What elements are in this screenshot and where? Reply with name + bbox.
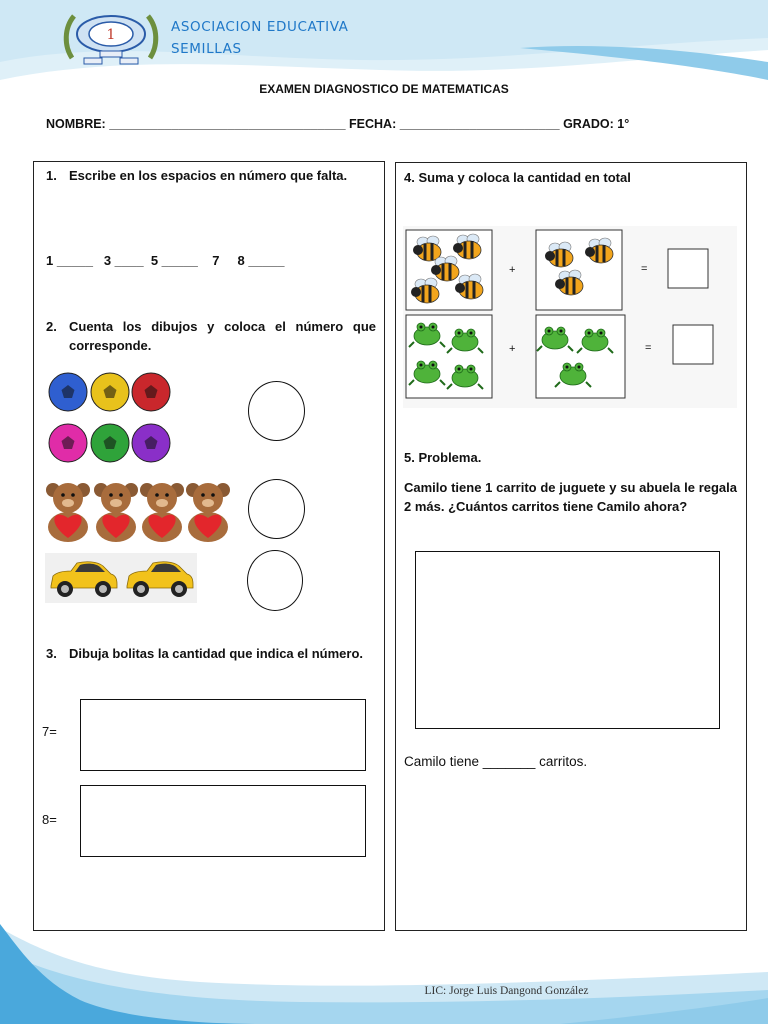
equals-sign-frogs: = (645, 342, 652, 354)
question-3 (46, 644, 376, 663)
question-3-number: 3. (46, 646, 57, 661)
teddy-bears-group (44, 478, 236, 544)
question-1 (46, 166, 376, 185)
sum-answer-box-bees[interactable] (668, 249, 708, 288)
draw-box-7[interactable] (80, 699, 366, 771)
soccer-ball-icon (91, 373, 129, 411)
student-info-line[interactable]: NOMBRE: __________________________________ FECHA: _______________________ GRADO: 1° (46, 117, 630, 131)
exam-title: EXAMEN DIAGNOSTICO DE MATEMATICAS (259, 82, 509, 96)
teddy-bear-icon (94, 483, 138, 542)
draw-label-7: 7= (42, 724, 57, 739)
soccer-ball-icon (49, 424, 87, 462)
svg-text:1: 1 (106, 27, 116, 43)
teddy-bear-icon (186, 483, 230, 542)
answer-circle-bears[interactable] (248, 479, 305, 539)
question-3-text: Dibuja bolitas la cantidad que indica el número. (69, 646, 363, 661)
problem-answer-box[interactable] (415, 551, 720, 729)
school-logo (62, 10, 160, 66)
question-1-number: 1. (46, 168, 57, 183)
equals-sign-bees: = (641, 263, 648, 275)
soccer-ball-icon (49, 373, 87, 411)
question-1-text: Escribe en los espacios en número que falta. (69, 168, 348, 183)
school-name-line2: SEMILLAS (171, 41, 242, 57)
soccer-ball-icon (91, 424, 129, 462)
question-5-text: Camilo tiene 1 carrito de juguete y su abuela le regala 2 más. ¿Cuántos carritos tiene Camilo ahora? (404, 480, 737, 514)
teddy-bear-icon (46, 483, 90, 542)
answer-circle-balls[interactable] (248, 381, 305, 441)
soccer-ball-icon (132, 373, 170, 411)
footer-wave-decoration (0, 920, 768, 1024)
draw-box-8[interactable] (80, 785, 366, 857)
draw-label-8: 8= (42, 812, 57, 827)
teddy-bear-icon (140, 483, 184, 542)
plus-sign-bees: + (509, 264, 516, 276)
sum-answer-box-frogs[interactable] (673, 325, 713, 364)
school-name-line1: ASOCIACION EDUCATIVA (171, 19, 349, 35)
question-2 (46, 317, 376, 355)
sum-exercise-area (403, 226, 737, 408)
answer-circle-cars[interactable] (247, 550, 303, 611)
question-2-text: Cuenta los dibujos y coloca el número que corresponde. (69, 319, 376, 353)
question-5-title: 5. Problema. (404, 450, 482, 465)
cars-group (45, 553, 197, 603)
soccer-ball-icon (132, 424, 170, 462)
yellow-car-icon (51, 562, 117, 597)
number-sequence-blanks[interactable]: 1 _____ 3 ____ 5 _____ 7 8 _____ (46, 253, 285, 268)
yellow-car-icon (127, 562, 193, 597)
plus-sign-frogs: + (509, 343, 516, 355)
question-4-title: 4. Suma y coloca la cantidad en total (404, 170, 631, 185)
question-2-number: 2. (46, 319, 57, 334)
problem-answer-line[interactable]: Camilo tiene _______ carritos. (404, 754, 588, 769)
teacher-signature: LIC: Jorge Luis Dangond González (424, 985, 589, 997)
soccer-balls-group (48, 370, 173, 465)
school-name (171, 16, 349, 60)
